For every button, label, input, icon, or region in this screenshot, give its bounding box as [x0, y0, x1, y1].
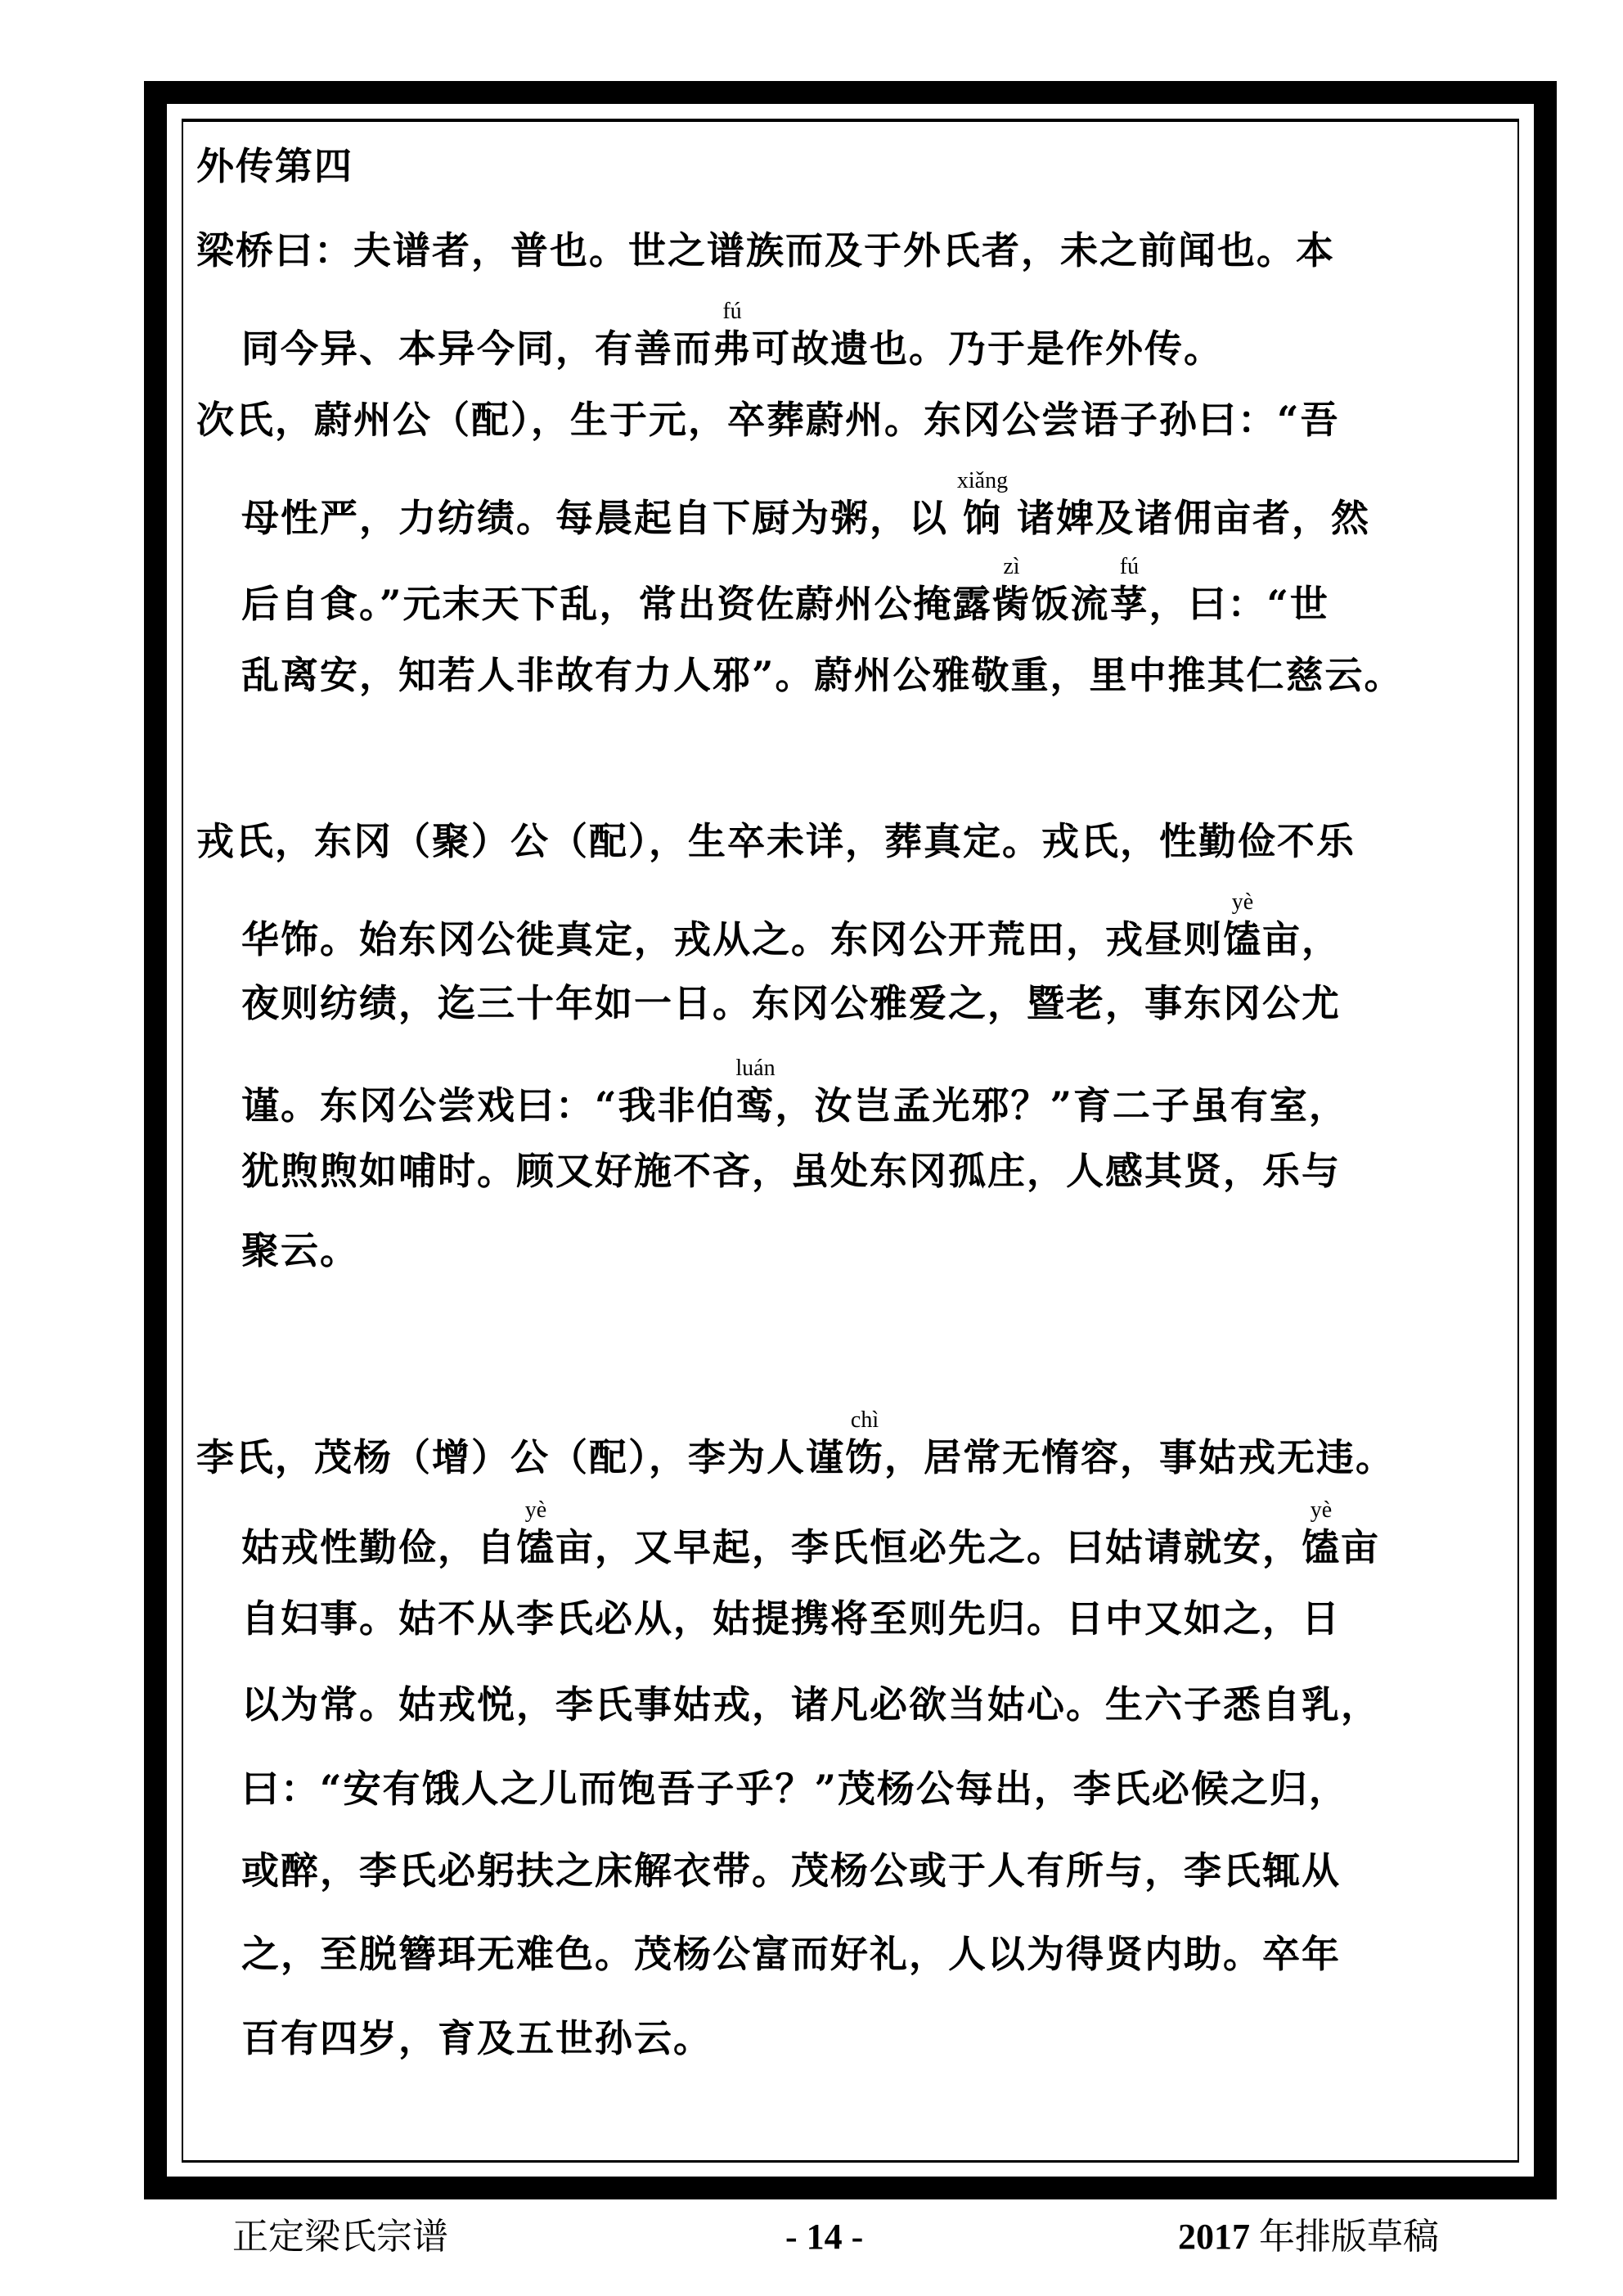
text-run: 饭流 — [1031, 582, 1110, 626]
annotated-char — [991, 554, 1032, 626]
text-run: 母性严，力纺绩。每晨起自下厨为粥，以 — [241, 496, 964, 540]
paragraph-4-line-8 — [241, 2016, 713, 2060]
paragraph-3-line-1 — [196, 819, 1355, 863]
text-run: 同今异、本异今同，有善而 — [241, 326, 713, 371]
text-run: 饬 — [845, 1435, 884, 1479]
text-run: 次氏，蔚州公（配），生于元，卒葬蔚州。东冈公尝语子孙曰：“吾 — [196, 398, 1340, 442]
text-run: 之，至脱簪珥无难色。茂杨公富而好礼，人以为得贤内助。卒年 — [241, 1932, 1341, 1976]
annotated-char — [516, 1497, 555, 1569]
text-run: 诸婢及诸佣亩者，然 — [1002, 496, 1371, 540]
text-run: 馌 — [1302, 1525, 1341, 1569]
pinyin-annotation: yè — [524, 1497, 547, 1523]
text-run: ，曰：“世 — [1149, 582, 1329, 626]
text-run: 以为常。姑戎悦，李氏事姑戎，诸凡必欲当姑心。生六子悉自乳， — [241, 1682, 1380, 1727]
section-title: 外传第四 — [196, 144, 353, 188]
text-run: 百有四岁，育及五世孙云。 — [241, 2016, 713, 2060]
paragraph-4-line-2 — [241, 1497, 1380, 1569]
text-run: 梁桥曰：夫谱者，普也。世之谱族而及于外氏者，未之前闻也。本 — [196, 228, 1335, 272]
text-run: 亩 — [1341, 1525, 1380, 1569]
pinyin-annotation: fú — [722, 299, 742, 324]
paragraph-4-line-3 — [241, 1596, 1341, 1641]
paragraph-2-line-4 — [241, 653, 1404, 697]
text-run: 饷 — [963, 496, 1003, 540]
pinyin-annotation: zì — [1003, 554, 1020, 579]
annotated-char — [713, 299, 752, 371]
pinyin-annotation: fú — [1119, 554, 1140, 579]
annotated-char — [1223, 889, 1262, 961]
text-run: 姑戎性勤俭，自 — [241, 1525, 516, 1569]
footer-page-number: - 14 - — [785, 2217, 864, 2257]
paragraph-3-line-3 — [241, 981, 1341, 1025]
footer-draft-note — [1178, 2219, 1439, 2255]
paragraph-2-line-2 — [241, 468, 1371, 540]
paragraph-4-line-1 — [196, 1407, 1395, 1479]
text-run: 曰：“安有饿人之儿而饱吾子乎？”茂杨公每出，李氏必候之归， — [241, 1767, 1348, 1811]
text-run: 华饰。始东冈公徙真定，戎从之。东冈公开荒田，戎昼则 — [241, 917, 1223, 961]
paragraph-4-line-6 — [241, 1848, 1341, 1893]
text-run: 莩 — [1109, 582, 1149, 626]
paragraph-2-line-1 — [196, 398, 1340, 442]
pinyin-annotation: xiǎng — [956, 468, 1009, 493]
paragraph-4-line-5 — [241, 1767, 1348, 1811]
text-run: 馌 — [1223, 917, 1262, 961]
pinyin-annotation: luán — [735, 1056, 776, 1081]
paragraph-3-line-6 — [241, 1228, 359, 1272]
annotated-char — [845, 1407, 884, 1479]
annotated-char — [956, 468, 1009, 540]
paragraph-1-line-2 — [241, 299, 1223, 371]
text-run: 亩，又早起，李氏恒必先之。曰姑请就安， — [555, 1525, 1302, 1569]
pinyin-annotation: chì — [850, 1407, 879, 1433]
text-run: 犹煦煦如哺时。顾又好施不吝，虽处东冈孤庄，人感其贤，乐与 — [241, 1149, 1341, 1193]
paragraph-4-line-4 — [241, 1682, 1380, 1727]
text-run: 夜则纺绩，迄三十年如一日。东冈公雅爱之，暨老，事东冈公尤 — [241, 981, 1341, 1025]
footer-year: 2017 — [1178, 2217, 1250, 2257]
text-run: 胔 — [991, 582, 1032, 626]
text-run: 李氏，茂杨（增）公（配），李为人谨 — [196, 1435, 845, 1479]
text-run: 乱离安，知若人非故有力人邪”。蔚州公雅敬重，里中推其仁慈云。 — [241, 653, 1404, 697]
footer-draft-label: 年排版草稿 — [1250, 2217, 1439, 2257]
text-run: 后自食。”元末天下乱，常出资佐蔚州公掩露 — [241, 582, 992, 626]
text-run: 亩， — [1262, 917, 1341, 961]
text-run: 鸾 — [735, 1083, 776, 1128]
paragraph-4-line-7 — [241, 1932, 1341, 1976]
text-run: 戎氏，东冈（聚）公（配），生卒未详，葬真定。戎氏，性勤俭不乐 — [196, 819, 1355, 863]
paragraph-2-line-3 — [241, 554, 1329, 626]
text-run: 聚云。 — [241, 1228, 359, 1272]
footer-book-title: 正定梁氏宗谱 — [232, 2217, 448, 2257]
pinyin-annotation: yè — [1310, 1497, 1333, 1523]
paragraph-3-line-2 — [241, 889, 1341, 961]
paragraph-1-line-1 — [196, 228, 1335, 272]
annotated-char — [735, 1056, 776, 1128]
text-run: ，汝岂孟光邪？”育二子虽有室， — [775, 1083, 1348, 1128]
text-run: 可故遗也。乃于是作外传。 — [752, 326, 1223, 371]
text-run: ，居常无惰容，事姑戎无违。 — [884, 1435, 1395, 1479]
pinyin-annotation: yè — [1231, 889, 1254, 915]
annotated-char — [1302, 1497, 1341, 1569]
text-run: 谨。东冈公尝戏曰：“我非伯 — [241, 1083, 736, 1128]
text-run: 馌 — [516, 1525, 555, 1569]
text-run: 或醉，李氏必躬扶之床解衣带。茂杨公或于人有所与，李氏辄从 — [241, 1848, 1341, 1893]
text-run: 弗 — [713, 326, 752, 371]
paragraph-3-line-5 — [241, 1149, 1341, 1193]
text-run: 自妇事。姑不从李氏必从，姑提携将至则先归。日中又如之，日 — [241, 1596, 1341, 1641]
annotated-char — [1109, 554, 1149, 626]
paragraph-3-line-4 — [241, 1056, 1348, 1128]
